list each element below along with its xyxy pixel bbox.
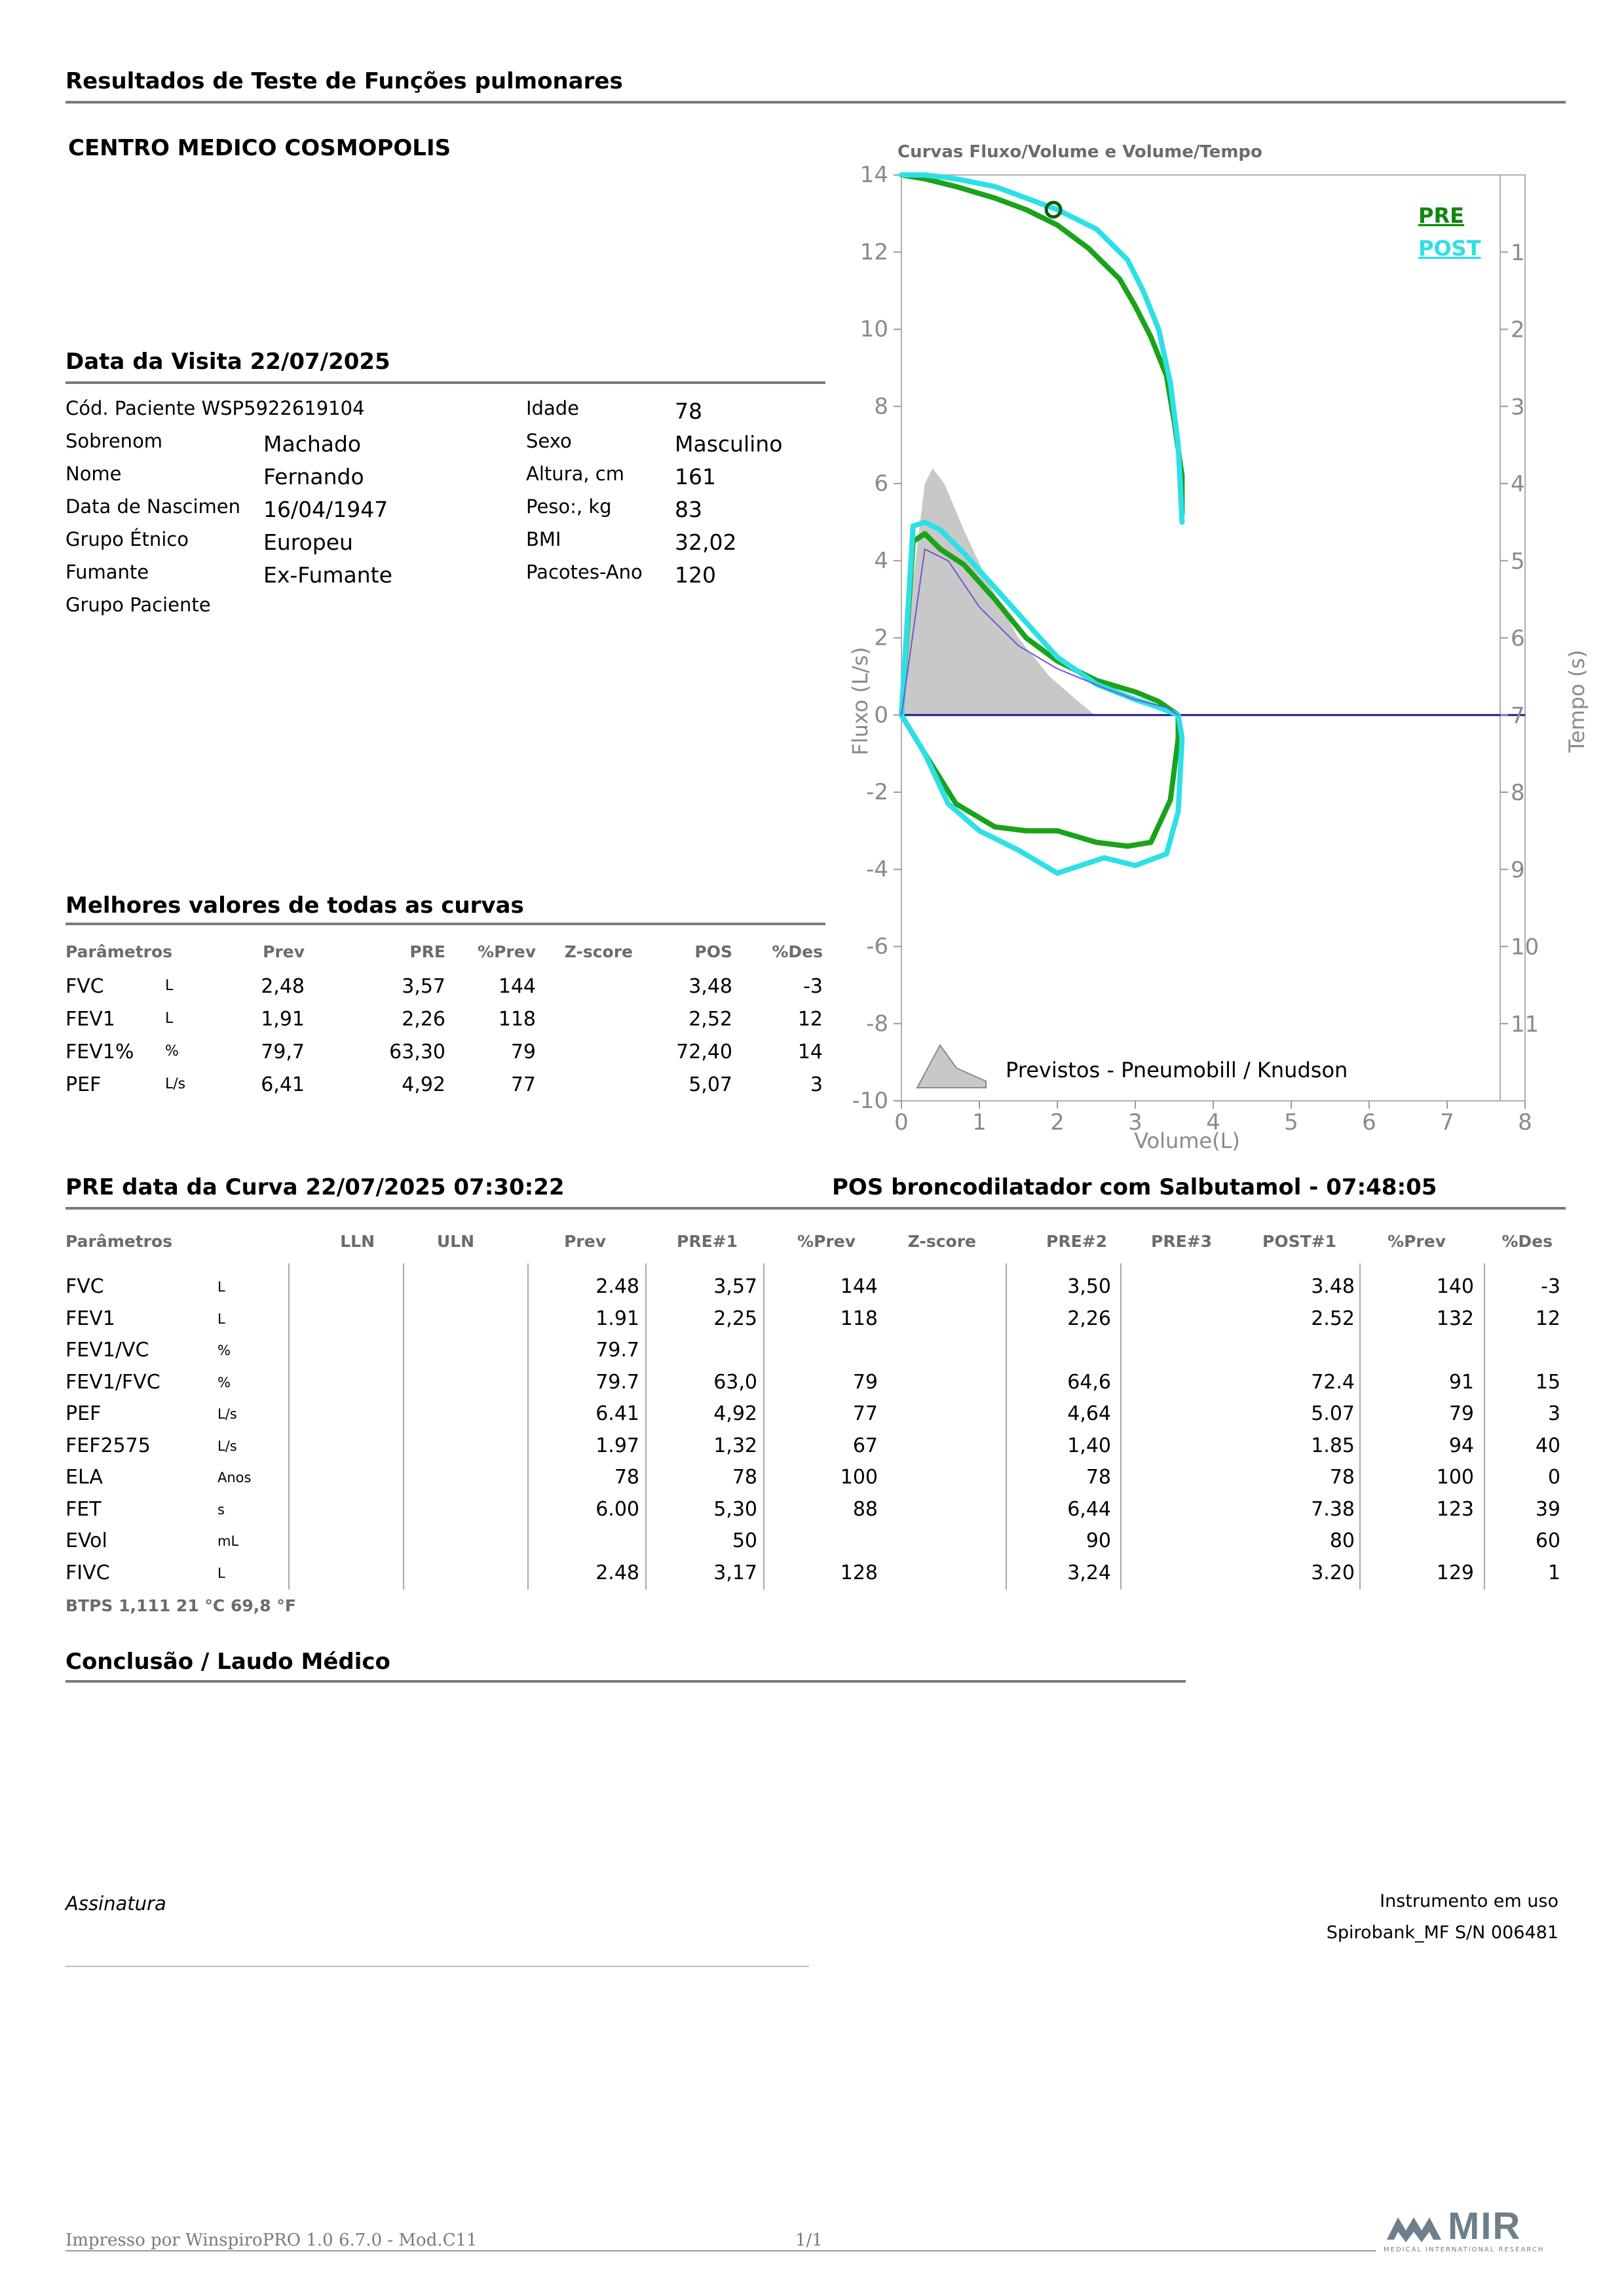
curve-param: PEF (66, 1402, 102, 1425)
curve-des: 1 (1547, 1561, 1560, 1584)
curve-header: %Prev (797, 1232, 856, 1251)
y-tick-label: -4 (866, 856, 888, 883)
best-unit: L (165, 978, 174, 994)
patient-field-value: 120 (675, 562, 716, 588)
curve-pre1: 63,0 (713, 1370, 757, 1394)
curve-param: FEV1/VC (66, 1339, 149, 1362)
best-divider (66, 923, 825, 925)
curve-pre2: 6,44 (1067, 1497, 1111, 1521)
time-tick-label: 11 (1511, 1011, 1539, 1038)
conclusion-title: Conclusão / Laudo Médico (66, 1649, 390, 1675)
time-tick-label: 6 (1511, 625, 1525, 652)
curve-des: 39 (1535, 1497, 1560, 1521)
best-pre: 3,57 (402, 975, 445, 998)
mir-logo-subtitle: MEDICAL INTERNATIONAL RESEARCH (1384, 2246, 1545, 2253)
footer-line (66, 2250, 1376, 2251)
y-tick-label: 10 (859, 316, 888, 343)
curve-unit: L (217, 1279, 225, 1295)
patient-field-label: Peso:, kg (526, 495, 612, 518)
curve-post1: 2.52 (1311, 1307, 1355, 1330)
x-tick-label: 0 (894, 1109, 909, 1136)
y-tick-label: 14 (859, 162, 888, 188)
conclusion-divider (66, 1680, 1186, 1683)
time-tick-label: 10 (1511, 934, 1539, 961)
best-header: %Prev (478, 942, 536, 961)
curve-header: %Prev (1388, 1232, 1446, 1251)
time-tick-label: 2 (1511, 316, 1525, 343)
best-pprev: 118 (498, 1008, 536, 1031)
curve-pprev2: 129 (1436, 1561, 1474, 1584)
visit-divider (66, 381, 825, 384)
patient-field-label: Pacotes-Ano (526, 561, 643, 583)
curve-prev: 6.00 (595, 1497, 639, 1521)
curve-pprev2: 123 (1436, 1497, 1474, 1521)
x-tick-label: 7 (1440, 1109, 1454, 1136)
curve-param: ELA (66, 1466, 103, 1489)
time-tick-label: 7 (1511, 702, 1525, 729)
curve-pre1: 5,30 (713, 1497, 757, 1521)
best-header: PRE (409, 942, 445, 961)
patient-field-value: 78 (675, 398, 702, 424)
y-tick-label: 12 (859, 239, 888, 265)
best-des: -3 (803, 975, 823, 998)
curve-pre1: 2,25 (713, 1307, 757, 1330)
flow-volume-chart (839, 131, 1589, 1166)
curve-pprev: 79 (852, 1370, 878, 1394)
best-pre: 63,30 (389, 1041, 445, 1063)
best-prev: 1,91 (261, 1008, 305, 1031)
best-pprev: 144 (498, 975, 536, 998)
curve-pre2: 90 (1086, 1529, 1111, 1552)
curve-prev: 2.48 (595, 1561, 639, 1584)
patient-field-label: Nome (66, 463, 122, 485)
curve-header: PRE#1 (677, 1232, 738, 1251)
curve-pre2: 3,24 (1067, 1561, 1111, 1584)
curve-param: FEV1 (66, 1307, 115, 1330)
curve-unit: % (217, 1374, 231, 1390)
report-title: Resultados de Teste de Funções pulmonares (66, 68, 623, 94)
best-des: 3 (810, 1073, 823, 1096)
curve-pprev: 128 (840, 1561, 878, 1584)
mir-logo-icon (1384, 2208, 1449, 2248)
patient-field-label: Altura, cm (526, 463, 624, 485)
curve-pprev2: 91 (1448, 1370, 1474, 1394)
curve-post1: 7.38 (1311, 1497, 1355, 1521)
x-tick-label: 2 (1050, 1109, 1065, 1136)
x-tick-label: 6 (1362, 1109, 1376, 1136)
curve-header: PRE#3 (1151, 1232, 1212, 1251)
visit-title: Data da Visita 22/07/2025 (66, 349, 390, 375)
curve-param: FEF2575 (66, 1434, 151, 1457)
curve-pprev2: 79 (1448, 1402, 1474, 1425)
instrument-label: Instrumento em uso (1380, 1891, 1558, 1911)
curve-pre2: 3,50 (1067, 1275, 1111, 1298)
patient-field-label: Sexo (526, 430, 572, 452)
curve-header: %Des (1501, 1232, 1553, 1251)
curve-prev: 78 (614, 1466, 639, 1489)
best-header: Prev (263, 942, 305, 961)
curve-header: Prev (564, 1232, 606, 1251)
y-tick-label: 6 (874, 470, 888, 497)
curve-unit: Anos (217, 1470, 252, 1485)
curve-pprev2: 140 (1436, 1275, 1474, 1298)
curve-unit: L (217, 1565, 225, 1581)
best-pos: 3,48 (689, 975, 732, 998)
best-pos: 5,07 (689, 1073, 732, 1096)
x-tick-label: 1 (972, 1109, 987, 1136)
best-pos: 72,40 (676, 1041, 732, 1063)
patient-field-value: Europeu (263, 529, 353, 555)
column-separator (288, 1263, 290, 1590)
curve-pre1: 1,32 (713, 1434, 757, 1457)
best-prev: 2,48 (261, 975, 305, 998)
curve-pprev2: 94 (1448, 1434, 1474, 1457)
curve-pprev: 77 (852, 1402, 878, 1425)
curve-param: EVol (66, 1529, 107, 1552)
curve-des: -3 (1541, 1275, 1560, 1298)
x-axis-label: Volume(L) (1134, 1128, 1240, 1153)
patient-field-label: Sobrenom (66, 430, 163, 452)
patient-field-value: 161 (675, 464, 716, 489)
patient-field-value: Masculino (675, 431, 783, 457)
curve-pre1: 3,17 (713, 1561, 757, 1584)
time-tick-label: 3 (1511, 394, 1525, 421)
curve-unit: % (217, 1343, 231, 1358)
curve-param: FIVC (66, 1561, 110, 1584)
curve-post1: 80 (1329, 1529, 1355, 1552)
y-axis-label: Fluxo (L/s) (848, 647, 873, 756)
y-tick-label: 0 (874, 702, 888, 729)
title-divider (66, 101, 1566, 104)
chart-title: Curvas Fluxo/Volume e Volume/Tempo (897, 142, 1262, 162)
curve-des: 40 (1535, 1434, 1560, 1457)
best-des: 12 (797, 1008, 823, 1031)
patient-field-label: Grupo Paciente (66, 594, 211, 616)
curve-pprev: 144 (840, 1275, 878, 1298)
curve-post1: 3.48 (1311, 1275, 1355, 1298)
best-pprev: 77 (510, 1073, 536, 1096)
signature-line (66, 1966, 809, 1967)
column-separator (403, 1263, 404, 1590)
time-axis-label: Tempo (s) (1564, 649, 1589, 753)
curve-pprev: 67 (852, 1434, 878, 1457)
y-tick-label: 4 (874, 547, 888, 574)
curve-param: FET (66, 1497, 102, 1521)
predicted-legend-label: Previstos - Pneumobill / Knudson (1006, 1058, 1348, 1082)
patient-field-value: 83 (675, 497, 702, 522)
best-pos: 2,52 (689, 1008, 732, 1031)
curve-header: PRE#2 (1046, 1232, 1107, 1251)
best-unit: % (165, 1043, 179, 1060)
column-separator (1120, 1263, 1122, 1590)
x-tick-label: 5 (1284, 1109, 1298, 1136)
curve-param: FVC (66, 1275, 104, 1298)
curve-post1: 78 (1329, 1466, 1355, 1489)
best-param: FEV1 (66, 1008, 115, 1031)
patient-field-label: Cód. Paciente WSP5922619104 (66, 397, 365, 419)
y-tick-label: -6 (866, 933, 888, 960)
curve-pprev: 88 (852, 1497, 878, 1521)
curve-pre2: 4,64 (1067, 1402, 1111, 1425)
curve-prev: 79.7 (595, 1370, 639, 1394)
best-values-title: Melhores valores de todas as curvas (66, 892, 524, 919)
curve-prev: 1.91 (595, 1307, 639, 1330)
best-pre: 2,26 (402, 1008, 445, 1031)
curve-prev: 79.7 (595, 1339, 639, 1362)
curve-pre1: 3,57 (713, 1275, 757, 1298)
curve-pre1: 78 (732, 1466, 757, 1489)
best-unit: L/s (165, 1076, 186, 1092)
curve-unit: s (217, 1501, 225, 1518)
curve-des: 3 (1547, 1402, 1560, 1425)
curve-header: Z-score (907, 1232, 976, 1251)
post-curve-title: POS broncodilatador com Salbutamol - 07:48:05 (832, 1174, 1437, 1200)
best-des: 14 (797, 1041, 823, 1063)
best-prev: 6,41 (261, 1073, 305, 1096)
curve-des: 15 (1535, 1370, 1560, 1394)
curve-post1: 1.85 (1311, 1434, 1355, 1457)
patient-field-label: Idade (526, 397, 579, 419)
curve-des: 12 (1535, 1307, 1560, 1330)
center-name: CENTRO MEDICO COSMOPOLIS (68, 135, 451, 161)
curve-post1: 72.4 (1311, 1370, 1355, 1394)
time-tick-label: 8 (1511, 780, 1525, 806)
best-pre: 4,92 (402, 1073, 445, 1096)
curve-unit: L (217, 1311, 225, 1327)
curve-post1: 5.07 (1311, 1402, 1355, 1425)
curve-pre1: 4,92 (713, 1402, 757, 1425)
printed-by: Impresso por WinspiroPRO 1.0 6.7.0 - Mod.C11 (66, 2230, 478, 2250)
mir-logo-text: MIR (1448, 2205, 1522, 2248)
patient-field-label: BMI (526, 528, 561, 550)
curve-post1: 3.20 (1311, 1561, 1355, 1584)
curve-pre2: 78 (1086, 1466, 1111, 1489)
best-header: Parâmetros (66, 942, 173, 961)
legend-post: POST (1418, 236, 1481, 261)
curve-pre2: 64,6 (1067, 1370, 1111, 1394)
curve-pprev2: 100 (1436, 1466, 1474, 1489)
curve-pre2: 1,40 (1067, 1434, 1111, 1457)
curve-prev: 2.48 (595, 1275, 639, 1298)
x-tick-label: 4 (1206, 1109, 1220, 1136)
pre-curve-title: PRE data da Curva 22/07/2025 07:30:22 (66, 1174, 565, 1200)
y-tick-label: -8 (866, 1010, 888, 1037)
y-tick-label: 2 (874, 624, 888, 651)
curve-pre2: 2,26 (1067, 1307, 1111, 1330)
best-param: FEV1% (66, 1041, 134, 1063)
instrument-value: Spirobank_MF S/N 006481 (1326, 1923, 1558, 1943)
best-prev: 79,7 (261, 1041, 305, 1063)
y-tick-label: -2 (866, 779, 888, 805)
curve-unit: L/s (217, 1406, 237, 1422)
curve-pprev: 118 (840, 1307, 878, 1330)
time-tick-label: 4 (1511, 471, 1525, 497)
curve-header: POST#1 (1262, 1232, 1336, 1251)
curve-pprev: 100 (840, 1466, 878, 1489)
time-tick-label: 9 (1511, 856, 1525, 883)
best-header: POS (694, 942, 732, 961)
curve-prev: 6.41 (595, 1402, 639, 1425)
patient-field-label: Grupo Étnico (66, 528, 189, 550)
btps-line: BTPS 1,111 21 °C 69,8 °F (66, 1596, 296, 1615)
patient-field-value: 16/04/1947 (263, 497, 388, 522)
x-tick-label: 3 (1128, 1109, 1142, 1136)
curve-header: ULN (436, 1232, 474, 1251)
curve-pprev2: 132 (1436, 1307, 1474, 1330)
patient-field-label: Data de Nascimen (66, 495, 240, 518)
curve-des: 60 (1535, 1529, 1560, 1552)
signature-label: Assinatura (66, 1892, 166, 1915)
best-param: PEF (66, 1073, 102, 1096)
curve-header: LLN (340, 1232, 375, 1251)
time-tick-label: 1 (1511, 239, 1525, 266)
patient-field-value: 32,02 (675, 529, 737, 555)
patient-field-value: Fernando (263, 464, 364, 489)
curve-unit: mL (217, 1533, 239, 1549)
patient-field-label: Fumante (66, 561, 149, 583)
patient-field-value: Machado (263, 431, 362, 457)
best-unit: L (165, 1010, 174, 1027)
curve-divider (66, 1207, 1566, 1210)
curve-des: 0 (1547, 1466, 1560, 1489)
time-tick-label: 5 (1511, 548, 1525, 575)
curve-unit: L/s (217, 1438, 237, 1454)
best-header: Z-score (564, 942, 633, 961)
curve-prev: 1.97 (595, 1434, 639, 1457)
curve-pre1: 50 (732, 1529, 757, 1552)
patient-field-value: Ex-Fumante (263, 562, 392, 588)
curve-param: FEV1/FVC (66, 1370, 161, 1394)
y-tick-label: 8 (874, 393, 888, 420)
page-number: 1/1 (795, 2230, 823, 2250)
best-param: FVC (66, 975, 104, 998)
y-tick-label: -10 (852, 1088, 888, 1114)
x-tick-label: 8 (1518, 1109, 1532, 1136)
best-header: %Des (772, 942, 823, 961)
curve-header: Parâmetros (66, 1232, 173, 1251)
best-pprev: 79 (510, 1041, 536, 1063)
legend-pre: PRE (1418, 203, 1464, 228)
